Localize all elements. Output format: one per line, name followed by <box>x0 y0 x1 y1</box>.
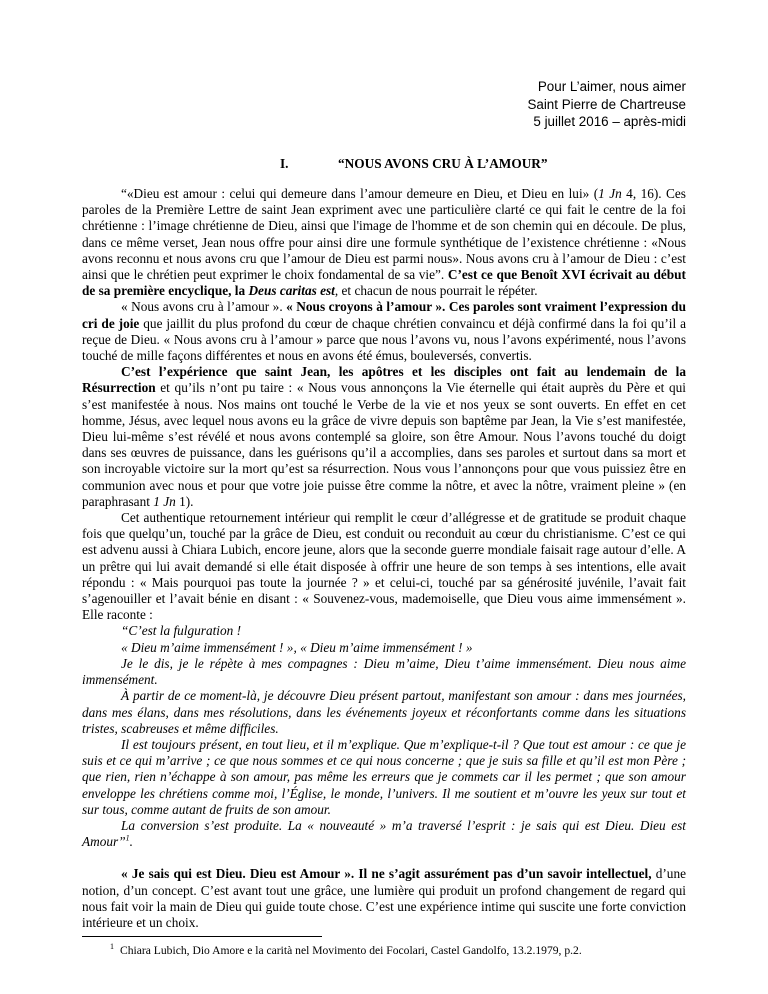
paragraph-2 <box>82 299 686 364</box>
footnote-divider <box>82 936 322 937</box>
paragraph-4: Cet authentique retournement intérieur qui remplit le cœur d’allégresse et de gratitude se produit chaque fois que quelqu’un, touché par la grâce de Dieu, est conduit ou reconduit au cœur du christianisme. C’est ce qui est advenu aussi à Chiara Lubich, encore jeune, alors que la seconde guerre mondiale faisait rage autour d’elle. A un prêtre qui lui avait demandé si elle était disposée à offrir une heure de son temps à ses intentions, elle avait répondu : « Mais pourquoi pas toute la journée ? » et celui-ci, touché par sa générosité juvénile, l’avait fait s’agenouiller et l’avait bénie en disant : « Souvenez-vous, mademoiselle, que Dieu vous aime immensément ». Elle raconte : <box>82 510 686 623</box>
footnote <box>110 942 582 958</box>
quote-line-2: « Dieu m’aime immensément ! », « Dieu m’aime immensément ! » <box>121 639 473 655</box>
text-run: Chiara Lubich, <box>120 944 193 957</box>
scripture-reference: 1 Jn <box>153 493 176 509</box>
text-run: d’une notion, d’un concept. C’est avant tout une grâce, une lumière qui produit un profond changement de regard qui nous fait voir la main de Dieu qui guide toute chose. C’est une expérience intime qui suscite une forte conviction intérieure et un choix. <box>82 866 686 930</box>
text-run: “«Dieu est amour : celui qui demeure dans l’amour demeure en Dieu, et Dieu en lui» ( <box>121 186 599 201</box>
text-run: et qu’ils n’ont pu taire : « Nous vous annonçons la Vie éternelle qui était auprès du Père et qui s’est manifestée à nous. Nos mains ont touché le Verbe de la vie et nos yeux se sont ouverts. En effet en cet homme, Jésus, avec lequel nous avons eu la grâce de vivre depuis son baptême par Jean, la Vie s’est manifestée, Dieu lui-même s’est révélé et nous avons contemplé sa gloire, son être Amour. Nous l’avons touché du doigt dans ses œuvres de puissance, dans les guérisons qu’il a accomplies, dans ses paroles et surtout dans sa mort et son incroyable victoire sur la mort qu’est sa résurrection. Nous vous l’annonçons pour que vous puissiez être en communion avec nous et pour que votre joie puisse être comme la nôtre, et avec la nôtre, vraiment pleine » (en paraphrasant <box>82 380 686 509</box>
quote-line-4: À partir de ce moment-là, je découvre Dieu présent partout, manifestant son amour : dans mes journées, dans mes élans, dans mes résolutions, dans les événements joyeux et réconfortants comme dans les situations tristes, scabreuses et même difficiles. <box>82 688 686 736</box>
text-run: « Nous avons cru à l’amour ». <box>121 299 287 315</box>
text-run: , Castel Gandolfo, 13.2.1979, p.2. <box>424 944 582 957</box>
footnote-mark: 1 <box>110 942 114 952</box>
text-run: 4, 16). Ces paroles de la Première Lettre de saint Jean expriment avec une particulière clarté ce qui fait le centre de la foi chrétienne : l’image chrétienne de Dieu, ainsi que l'image de l'homme et de son chemin qui en découle. De plus, dans ce même verset, Jean nous offre pour ainsi dire une formule synthétique de l’existence chrétienne : «Nous avons reconnu et nous avons cru que l’amour de Dieu est parmi nous». Nous avons cru à l’amour de Dieu : c’est ainsi que le chrétien peut exprimer le choix fondamental de sa vie”. <box>82 186 686 283</box>
emphasis: C’est ce que Benoît XVI écrivait au début de sa première encyclique, la <box>82 267 686 299</box>
quote-line-1: “C’est la fulguration ! <box>121 623 242 639</box>
quote-line-5: Il est toujours présent, en tout lieu, et il m’explique. Que m’explique-t-il ? Que tout est amour : ce que je suis et ce qui m’arrive ; ce que nous sommes et ce qui nous concerne ; que je suis sa fille et qu’il est mon Père ; que rien, rien n’échappe à son amour, pas même les erreurs que je commets car il les permet ; que son amour enveloppe les chrétiens comme moi, l’Église, le monde, l’univers. Il me soutient et m’ouvre les yeux sur tout et sur tous, comme autant de fruits de son amour. <box>82 736 686 817</box>
paragraph-1 <box>82 186 686 299</box>
document-body <box>82 186 686 931</box>
emphasis: « Nous croyons à l’amour ». Ces paroles sont vraiment l’expression du cri de joie <box>82 299 686 331</box>
emphasis: C’est l’expérience que saint Jean, les apôtres et les disciples ont fait au lendemain de la Résurrection <box>82 364 686 396</box>
paragraph-3 <box>82 364 686 510</box>
section-title: “NOUS AVONS CRU À L’AMOUR” <box>338 156 548 171</box>
scripture-reference: 1 Jn <box>598 186 622 201</box>
section-number: I. <box>280 156 289 171</box>
encyclical-title: Deus caritas est <box>248 283 335 299</box>
text-run: . <box>129 834 133 850</box>
cited-work-title: Dio Amore e la carità nel Movimento dei Focolari <box>192 944 425 957</box>
quote-line-6 <box>82 818 686 850</box>
paragraph-5 <box>82 866 686 931</box>
section-heading <box>280 156 548 172</box>
emphasis: « Je sais qui est Dieu. Dieu est Amour ». Il ne s’agit assurément pas d’un savoir intellectuel, <box>121 866 652 882</box>
header-location: Saint Pierre de Chartreuse <box>527 96 686 112</box>
text-run: , et chacun de nous pourrait le répéter. <box>334 283 538 299</box>
text-run: 1). <box>175 493 194 509</box>
footnote-reference[interactable]: 1 <box>125 833 130 843</box>
header-date: 5 juillet 2016 – après-midi <box>533 114 686 129</box>
text-run: que jaillit du plus profond du cœur de chaque chrétien convaincu et déjà confirmé dans la foi qu’il a reçue de Dieu. « Nous avons cru à l’amour » parce que nous l’avons vu, nous l’avons expérimenté, nous l’avons touché de mille façons différentes et nous en avons été émus, bouleversés, convertis. <box>82 315 686 364</box>
document-header <box>527 78 686 131</box>
header-title: Pour L’aimer, nous aimer <box>537 79 686 94</box>
text-run: La conversion s’est produite. La « nouveauté » m’a traversé l’esprit : je sais qui est Dieu. Dieu est Amour” <box>82 817 686 850</box>
quote-line-3: Je le dis, je le répète à mes compagnes : Dieu m’aime, Dieu t’aime immensément. Dieu nous aime immensément. <box>82 655 686 688</box>
